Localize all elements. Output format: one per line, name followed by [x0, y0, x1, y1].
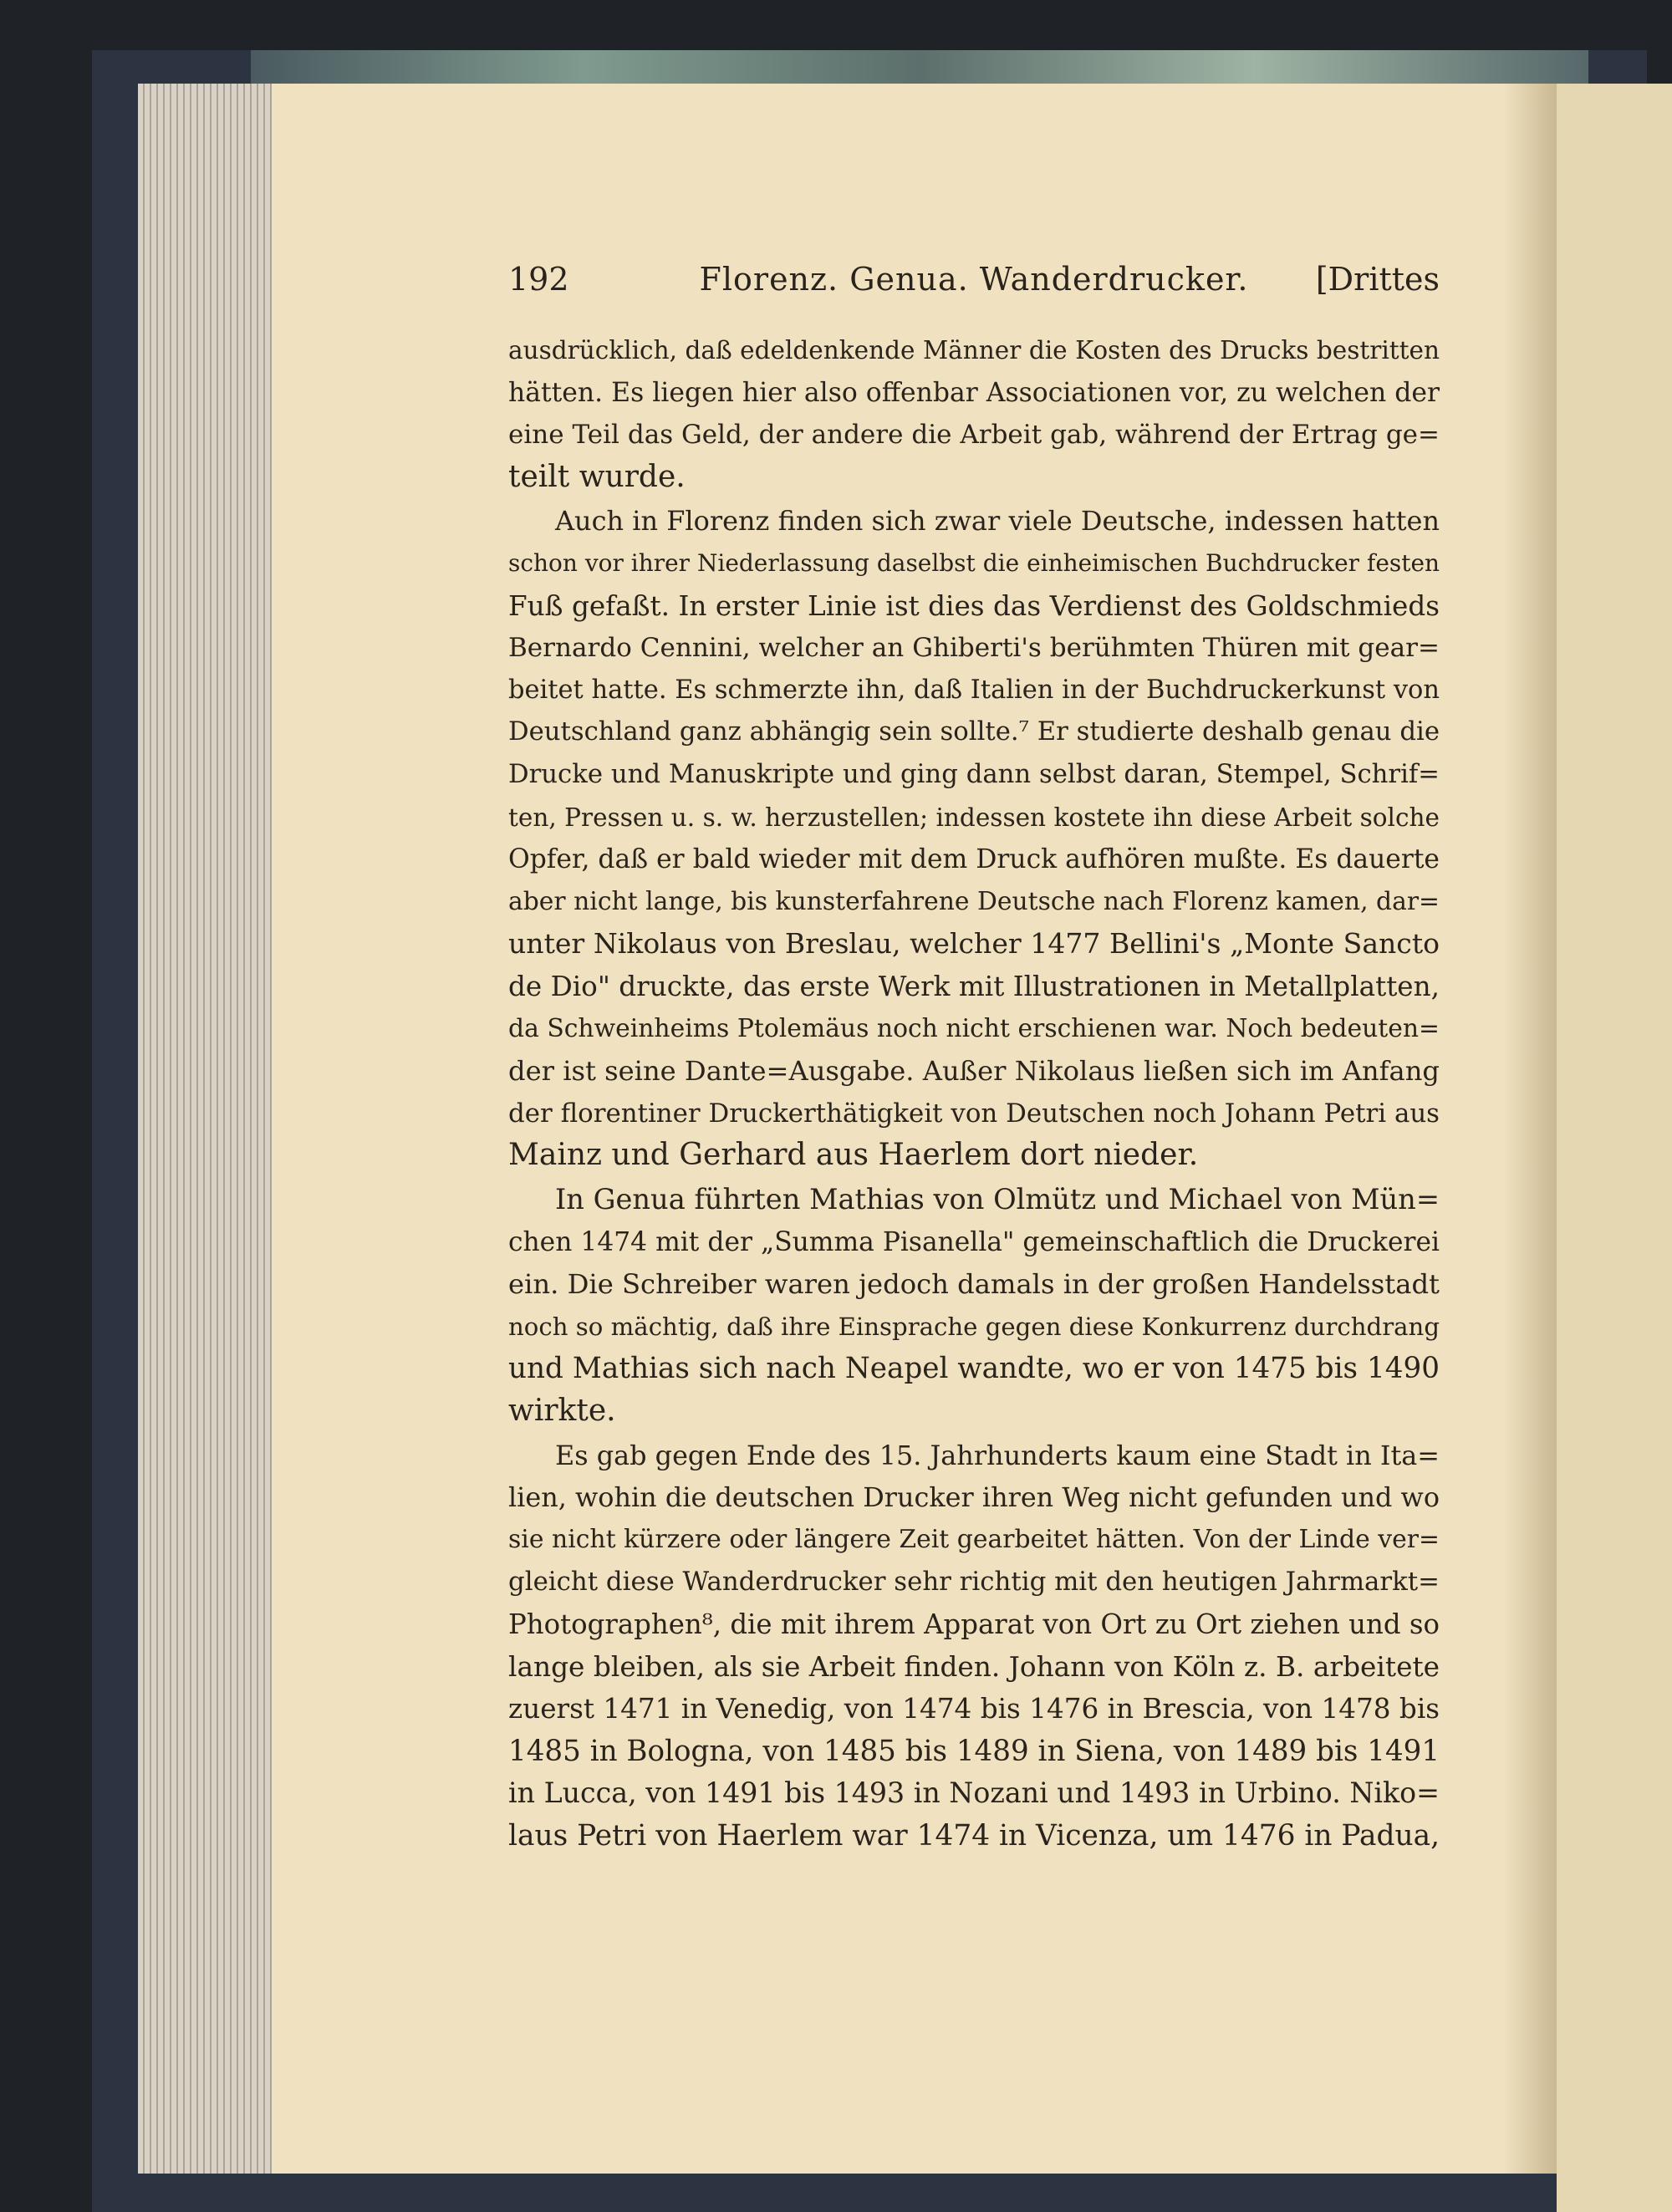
text-line: Es gab gegen Ende des 15. Jahrhunderts kaum eine Stadt in Ita=	[555, 1439, 1440, 1471]
text-line: ten, Pressen u. s. w. herzustellen; indessen kostete ihn diese Arbeit solche	[508, 803, 1440, 832]
text-line: lange bleiben, als sie Arbeit finden. Johann von Köln z. B. arbeitete	[508, 1650, 1440, 1683]
text-line: eine Teil das Geld, der andere die Arbeit gab, während der Ertrag ge=	[508, 420, 1440, 451]
text-line: Bernardo Cennini, welcher an Ghiberti's berühmten Thüren mit gear=	[508, 633, 1440, 664]
text-line: zuerst 1471 in Venedig, von 1474 bis 1476 in Brescia, von 1478 bis	[508, 1693, 1440, 1725]
running-header	[508, 261, 1440, 303]
text-line: der ist seine Dante=Ausgabe. Außer Nikolaus ließen sich im Anfang	[508, 1055, 1440, 1088]
text-line: da Schweinheims Ptolemäus noch nicht erschienen war. Noch bedeuten=	[508, 1013, 1440, 1043]
text-line: Deutschland ganz abhängig sein sollte.⁷ Er studierte deshalb genau die	[508, 717, 1440, 747]
page-number: 192	[508, 261, 569, 298]
text-line: de Dio" druckte, das erste Werk mit Illustrationen in Metallplatten,	[508, 971, 1440, 1002]
section-marker: [Drittes	[1315, 261, 1440, 298]
text-line: teilt wurde.	[508, 459, 686, 494]
text-line: lien, wohin die deutschen Drucker ihren Weg nicht gefunden und wo	[508, 1481, 1440, 1514]
text-line: aber nicht lange, bis kunsterfahrene Deutsche nach Florenz kamen, dar=	[508, 886, 1440, 916]
running-title: Florenz. Genua. Wanderdrucker.	[699, 261, 1249, 298]
text-line: laus Petri von Haerlem war 1474 in Vicenza, um 1476 in Padua,	[508, 1819, 1440, 1853]
text-line: wirkte.	[508, 1394, 616, 1428]
text-line: ein. Die Schreiber waren jedoch damals in der großen Handelsstadt	[508, 1268, 1440, 1301]
text-line: Photographen⁸, die mit ihrem Apparat von Ort zu Ort ziehen und so	[508, 1608, 1440, 1640]
text-line: 1485 in Bologna, von 1485 bis 1489 in Siena, von 1489 bis 1491	[508, 1734, 1440, 1768]
text-line: und Mathias sich nach Neapel wandte, wo er von 1475 bis 1490	[508, 1352, 1440, 1386]
page-gutter	[1505, 84, 1557, 2174]
text-line: unter Nikolaus von Breslau, welcher 1477 Bellini's „Monte Sancto	[508, 927, 1440, 961]
text-line: Fuß gefaßt. In erster Linie ist dies das Verdienst des Goldschmieds	[508, 589, 1440, 622]
text-line: gleicht diese Wanderdrucker sehr richtig mit den heutigen Jahrmarkt=	[508, 1567, 1440, 1598]
page-edges	[138, 84, 280, 2174]
text-line: Auch in Florenz finden sich zwar viele Deutsche, indessen hatten	[555, 505, 1440, 538]
text-line: in Lucca, von 1491 bis 1493 in Nozani und 1493 in Urbino. Niko=	[508, 1776, 1440, 1810]
text-line: Mainz und Gerhard aus Haerlem dort nieder.	[508, 1138, 1199, 1173]
text-line: sie nicht kürzere oder längere Zeit gearbeitet hätten. Von der Linde ver=	[508, 1524, 1440, 1554]
facing-page	[1557, 84, 1672, 2212]
text-line: beitet hatte. Es schmerzte ihn, daß Italien in der Buchdruckerkunst von	[508, 675, 1440, 705]
text-line: schon vor ihrer Niederlassung daselbst die einheimischen Buchdrucker festen	[508, 549, 1440, 577]
text-line: Drucke und Manuskripte und ging dann selbst daran, Stempel, Schrif=	[508, 760, 1440, 789]
text-line: ausdrücklich, daß edeldenkende Männer die Kosten des Drucks bestritten	[508, 336, 1440, 364]
text-line: In Genua führten Mathias von Olmütz und Michael von Mün=	[555, 1183, 1440, 1216]
text-line: Opfer, daß er bald wieder mit dem Druck aufhören mußte. Es dauerte	[508, 844, 1440, 875]
text-line: chen 1474 mit der „Summa Pisanella" gemeinschaftlich die Druckerei	[508, 1226, 1440, 1257]
text-line: noch so mächtig, daß ihre Einsprache gegen diese Konkurrenz durchdrang	[508, 1312, 1440, 1341]
text-line: hätten. Es liegen hier also offenbar Associationen vor, zu welchen der	[508, 377, 1440, 408]
text-line: der florentiner Druckerthätigkeit von Deutschen noch Johann Petri aus	[508, 1098, 1440, 1129]
